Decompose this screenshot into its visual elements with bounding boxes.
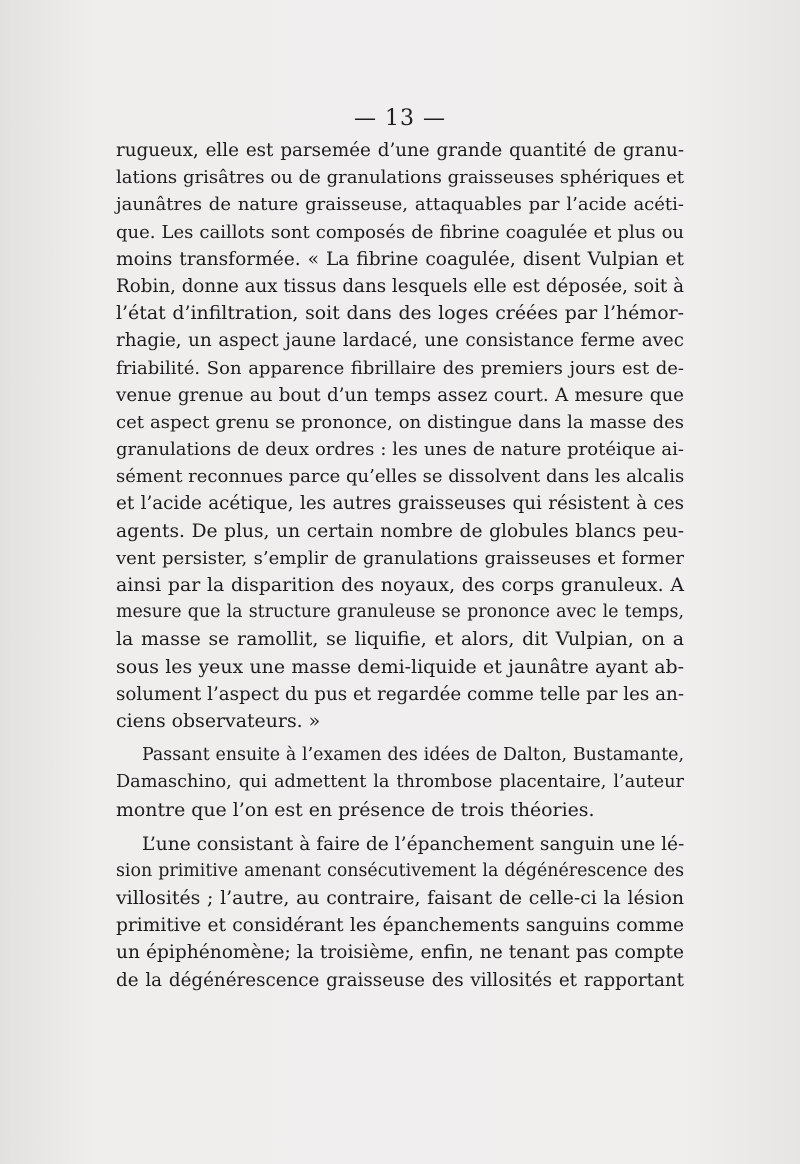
text-line: solument l’aspect du pus et regardée comme telle par les an- — [116, 683, 684, 705]
text-line: rugueux, elle est parsemée d’une grande quantité de granu- — [116, 140, 684, 161]
text-line: agents. De plus, un certain nombre de globules blancs peu- — [116, 520, 684, 542]
text-line: montre que l’on est en présence de trois théories. — [116, 798, 595, 821]
text-line: Robin, donne aux tissus dans lesquels elle est déposée, soit à — [116, 275, 684, 297]
text-line: ciens observateurs. » — [116, 709, 321, 732]
text-line: sément reconnues parce qu’elles se dissolvent dans les alcalis — [116, 466, 685, 488]
text-line: et l’acide acétique, les autres graisseuses qui résistent à ces — [116, 493, 684, 515]
text-line: Damaschino, qui admettent la thrombose placentaire, l’auteur — [116, 772, 684, 793]
text-line: cet aspect grenu se prononce, on distingue dans la masse des — [116, 411, 684, 433]
text-line: Passant ensuite à l’examen des idées de Dalton, Bustamante, — [142, 745, 684, 766]
text-line: moins transformée. « La fibrine coagulée, disent Vulpian et — [116, 248, 684, 270]
text-line: la masse se ramollit, se liquifie, et alors, dit Vulpian, on a — [116, 628, 684, 651]
text-line: un épiphénomène; la troisième, enfin, ne tenant pas compte — [116, 942, 684, 964]
body-text — [116, 137, 684, 994]
text-line: friabilité. Son apparence fibrillaire des premiers jours est de- — [116, 357, 684, 379]
paragraph-gap — [116, 735, 684, 742]
text-line: L’une consistant à faire de l’épanchement sanguin une lé- — [142, 833, 685, 855]
text-line: lations grisâtres ou de granulations graisseuses sphériques et — [116, 167, 684, 189]
text-line: mesure que la structure granuleuse se prononce avec le temps, — [116, 602, 684, 623]
text-line: que. Les caillots sont composés de fibrine coagulée et plus ou — [116, 221, 684, 243]
text-line: villosités ; l’autre, au contraire, faisant de celle-ci la lésion — [116, 887, 684, 910]
page-number: — 13 — — [354, 106, 446, 131]
text-line: granulations de deux ordres : les unes de nature protéique ai- — [116, 439, 684, 461]
text-line: jaunâtres de nature graisseuse, attaquables par l’acide acéti- — [116, 194, 684, 216]
text-line: rhagie, un aspect jaune lardacé, une consistance ferme avec — [116, 330, 684, 352]
text-line: venue grenue au bout d’un temps assez court. A mesure que — [116, 384, 684, 406]
text-line: primitive et considérant les épanchements sanguins comme — [116, 915, 684, 937]
text-line: sion primitive amenant consécutivement la dégénérescence des — [116, 860, 684, 881]
text-line: vent persister, s’emplir de granulations graisseuses et former — [116, 547, 684, 569]
text-line: ainsi par la disparition des noyaux, des corps granuleux. A — [116, 574, 684, 596]
text-line: l’état d’infiltration, soit dans des loges créées par l’hémor- — [116, 302, 684, 325]
paragraph-gap — [116, 824, 684, 831]
text-line: de la dégénérescence graisseuse des villosités et rapportant — [116, 969, 684, 991]
text-line: sous les yeux une masse demi-liquide et jaunâtre ayant ab- — [116, 655, 684, 678]
